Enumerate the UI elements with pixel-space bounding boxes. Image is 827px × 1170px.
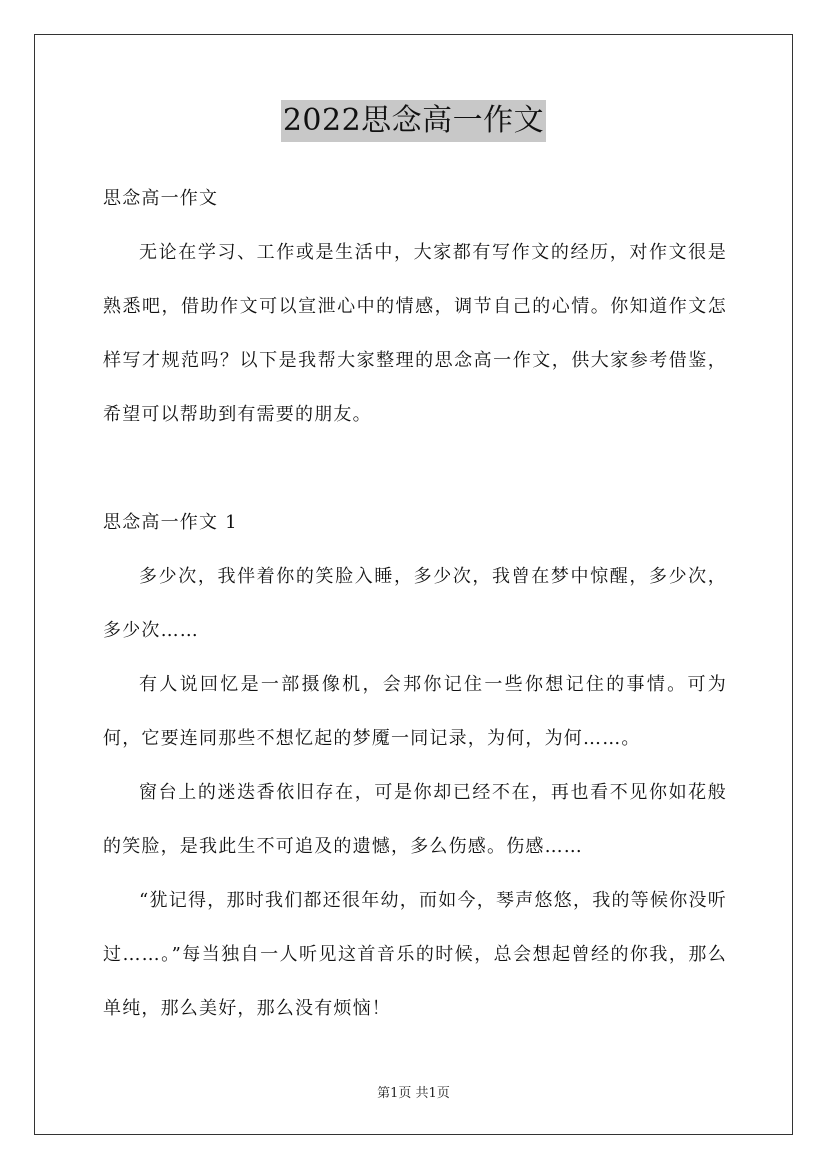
body-paragraph: 多少次，我伴着你的笑脸入睡，多少次，我曾在梦中惊醒，多少次，多少次…… xyxy=(103,566,727,641)
essay-heading: 思念高一作文 1 xyxy=(103,512,238,533)
document-body xyxy=(103,172,727,1036)
blank-line xyxy=(103,442,727,496)
title-container xyxy=(0,100,827,142)
body-paragraph: “犹记得，那时我们都还很年幼，而如今，琴声悠悠，我的等候你没听过……。”每当独自一人听见这首音乐的时候，总会想起曾经的你我，那么单纯，那么美好，那么没有烦恼！ xyxy=(103,890,727,1019)
page-footer xyxy=(0,1082,827,1101)
body-paragraph: 有人说回忆是一部摄像机，会邦你记住一些你想记住的事情。可为何，它要连同那些不想忆起的梦魇一同记录，为何，为何……。 xyxy=(103,674,727,749)
intro-paragraph: 无论在学习、工作或是生活中，大家都有写作文的经历，对作文很是熟悉吧，借助作文可以宣泄心中的情感，调节自己的心情。你知道作文怎样写才规范吗？以下是我帮大家整理的思念高一作文，供大家参考借鉴，希望可以帮助到有需要的朋友。 xyxy=(103,242,727,425)
document-title: 2022思念高一作文 xyxy=(281,100,546,142)
section-heading: 思念高一作文 xyxy=(103,188,219,209)
page-number: 第1页 共1页 xyxy=(377,1086,450,1101)
body-paragraph: 窗台上的迷迭香依旧存在，可是你却已经不在，再也看不见你如花般的笑脸，是我此生不可追及的遗憾，多么伤感。伤感…… xyxy=(103,782,727,857)
